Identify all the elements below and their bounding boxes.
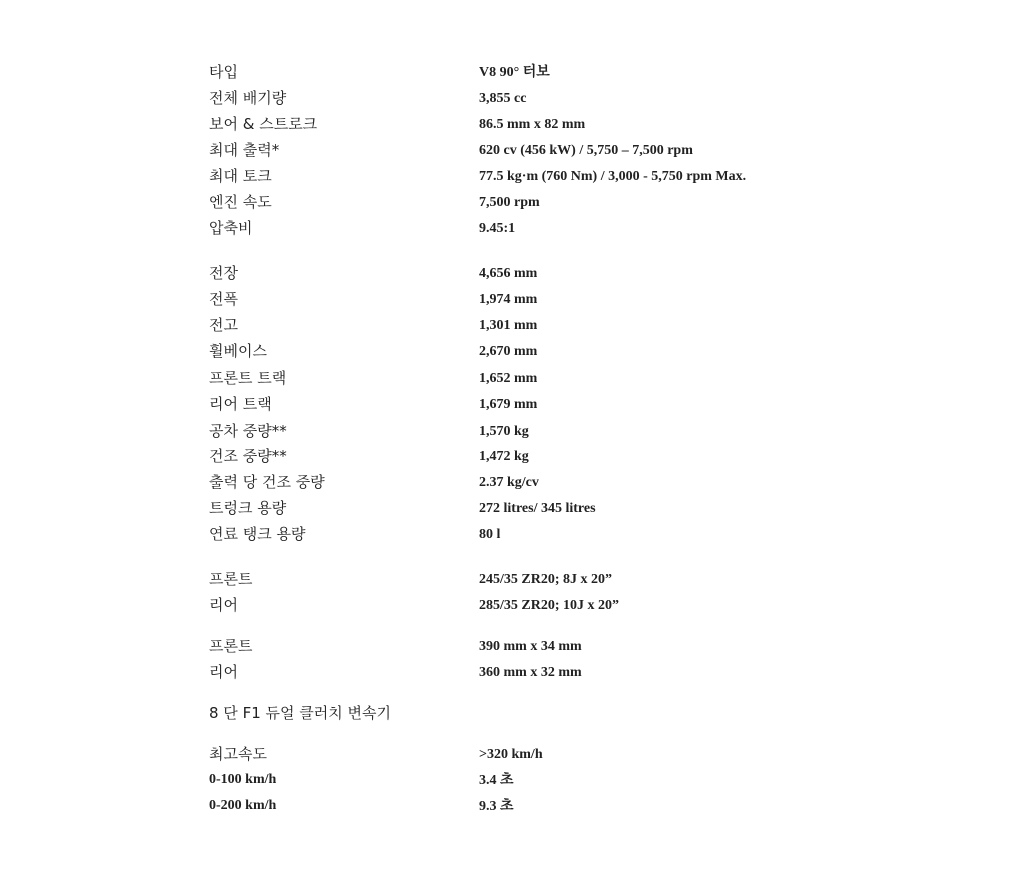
spec-row-0-100 xyxy=(209,769,829,795)
spec-value: 77.5 kg·m (760 Nm) / 3,000 - 5,750 rpm Max. xyxy=(479,169,747,184)
spec-value: 1,652 mm xyxy=(479,371,538,386)
spec-label: 최대 토크 xyxy=(209,167,272,185)
spec-label: 트렁크 용량 xyxy=(209,499,287,517)
spec-row-length xyxy=(209,262,829,288)
spec-label: 출력 당 건조 중량 xyxy=(209,473,325,491)
spec-row-type xyxy=(209,61,829,87)
spec-value: 4,656 mm xyxy=(479,266,538,281)
spec-row-front-track xyxy=(209,367,829,393)
spec-row-fuel-tank xyxy=(209,523,829,549)
spec-row-dry-weight xyxy=(209,445,829,471)
spec-label: 리어 xyxy=(209,663,238,681)
spec-value: 285/35 ZR20; 10J x 20” xyxy=(479,598,619,613)
spec-value: 1,570 kg xyxy=(479,424,529,439)
spec-value: 390 mm x 34 mm xyxy=(479,639,582,654)
spec-value: 9.3 초 xyxy=(479,799,514,814)
spec-value: 1,301 mm xyxy=(479,318,538,333)
spec-value: 7,500 rpm xyxy=(479,195,540,210)
spec-label: 0-200 km/h xyxy=(209,798,277,813)
spec-label: 엔진 속도 xyxy=(209,193,272,211)
spec-value: 245/35 ZR20; 8J x 20” xyxy=(479,572,612,587)
spec-label: 0-100 km/h xyxy=(209,772,277,787)
spec-label: 연료 탱크 용량 xyxy=(209,525,306,543)
spec-value: 2,670 mm xyxy=(479,344,538,359)
spec-row-max-power xyxy=(209,139,829,165)
spec-label: 리어 xyxy=(209,596,238,614)
spec-value: 1,472 kg xyxy=(479,449,529,464)
spec-value: 1,974 mm xyxy=(479,292,538,307)
spec-value: 360 mm x 32 mm xyxy=(479,665,582,680)
spec-label: 보어 & 스트로크 xyxy=(209,115,318,133)
spec-value: 80 l xyxy=(479,527,501,542)
spec-label: 건조 중량** xyxy=(209,447,287,465)
spec-label: 압축비 xyxy=(209,219,253,237)
spec-label: 최대 출력* xyxy=(209,141,280,159)
spec-label: 프론트 xyxy=(209,637,253,655)
spec-value: 9.45:1 xyxy=(479,221,516,236)
spec-label: 전폭 xyxy=(209,290,238,308)
spec-label: 타입 xyxy=(209,63,238,81)
spec-row-tyre-rear xyxy=(209,594,829,620)
spec-label: 프론트 xyxy=(209,570,253,588)
spec-label: 최고속도 xyxy=(209,745,267,763)
spec-label: 휠베이스 xyxy=(209,342,267,360)
spec-row-width xyxy=(209,288,829,314)
spec-value: V8 90° 터보 xyxy=(479,65,550,80)
spec-row-displacement xyxy=(209,87,829,113)
spec-row-brake-front xyxy=(209,635,829,661)
spec-row-trunk-capacity xyxy=(209,497,829,523)
spec-value: 272 litres/ 345 litres xyxy=(479,501,596,516)
spec-row-wheelbase xyxy=(209,340,829,366)
spec-row-bore-stroke xyxy=(209,113,829,139)
spec-label: 리어 트랙 xyxy=(209,395,272,413)
spec-value: 620 cv (456 kW) / 5,750 – 7,500 rpm xyxy=(479,143,693,158)
spec-row-tyre-front xyxy=(209,568,829,594)
spec-value: >320 km/h xyxy=(479,747,543,762)
spec-value: 3,855 cc xyxy=(479,91,527,106)
spec-label: 공차 중량** xyxy=(209,422,287,440)
spec-label: 프론트 트랙 xyxy=(209,369,287,387)
spec-row-brake-rear xyxy=(209,661,829,687)
spec-row-top-speed xyxy=(209,743,829,769)
spec-value: 86.5 mm x 82 mm xyxy=(479,117,586,132)
spec-value: 3.4 초 xyxy=(479,773,514,788)
transmission-text: 8 단 F1 듀얼 클러치 변속기 xyxy=(209,704,391,722)
spec-value: 2.37 kg/cv xyxy=(479,475,539,490)
spec-row-rear-track xyxy=(209,393,829,419)
spec-row-0-200 xyxy=(209,795,829,821)
spec-row-kerb-weight xyxy=(209,420,829,446)
spec-row-compression-ratio xyxy=(209,217,829,243)
spec-row-engine-speed xyxy=(209,191,829,217)
spec-row-max-torque xyxy=(209,165,829,191)
spec-row-weight-power-ratio xyxy=(209,471,829,497)
spec-label: 전고 xyxy=(209,316,238,334)
spec-value: 1,679 mm xyxy=(479,397,538,412)
spec-label: 전체 배기량 xyxy=(209,89,287,107)
spec-row-height xyxy=(209,314,829,340)
spec-label: 전장 xyxy=(209,264,238,282)
